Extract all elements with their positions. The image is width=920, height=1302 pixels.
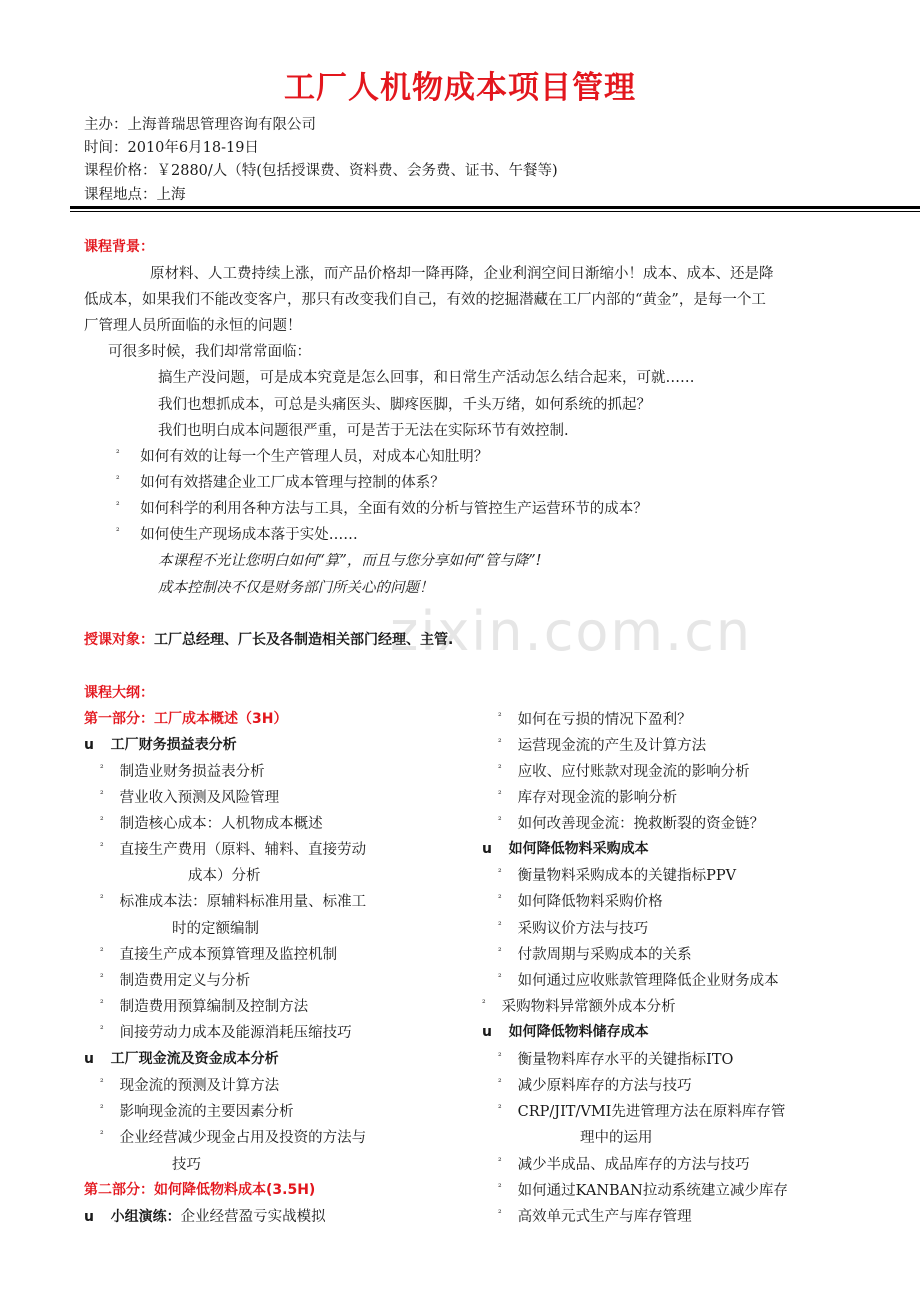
outline-item <box>498 734 706 755</box>
bullet-icon: ² <box>100 1130 104 1140</box>
part2-title: 第二部分：如何降低物料成本(3.5H) <box>84 1182 316 1198</box>
outline-item-text: 衡量物料库存水平的关键指标ITO <box>517 1052 734 1068</box>
outline-item <box>100 890 366 911</box>
outline-item <box>100 969 250 990</box>
audience <box>84 629 453 649</box>
outline-heading: 课程大纲： <box>84 685 154 701</box>
bullet-icon: ² <box>498 894 502 904</box>
section-title <box>84 1048 279 1068</box>
question-item <box>116 497 648 518</box>
u-bullet-icon: u <box>482 1024 492 1040</box>
outline-item <box>100 995 308 1016</box>
bullet-icon: ² <box>100 973 104 983</box>
section-title-text: 如何降低物料采购成本 <box>508 841 649 857</box>
outline-item-continuation: 时的定额编制 <box>172 921 259 937</box>
outline-item <box>100 1021 352 1042</box>
drill-line <box>84 1205 326 1226</box>
outline-item-text: 企业经营减少现金占用及投资的方法与 <box>119 1130 367 1146</box>
outline-item-text: 库存对现金流的影响分析 <box>517 790 678 806</box>
drill-label: 小组演练： <box>110 1209 181 1225</box>
outline-item-text: 如何改善现金流：挽救断裂的资金链？ <box>517 816 765 832</box>
bullet-icon: ² <box>498 1052 502 1062</box>
bullet-icon: ² <box>498 1078 502 1088</box>
bullet-icon: ² <box>100 842 104 852</box>
u-bullet-icon: u <box>84 1209 94 1225</box>
section-title-text: 工厂现金流及资金成本分析 <box>110 1051 279 1067</box>
outline-item-text: 衡量物料采购成本的关键指标PPV <box>517 868 737 884</box>
bullet-icon: ² <box>100 1104 104 1114</box>
bullet-icon: ² <box>498 790 502 800</box>
outline-item-text: 应收、应付账款对现金流的影响分析 <box>517 764 750 780</box>
question-item <box>116 445 488 466</box>
face-line: 搞生产没问题，可是成本究竟是怎么回事，和日常生产活动怎么结合起来，可就…… <box>158 370 695 386</box>
header-rule-thin <box>70 211 920 212</box>
outline-item-text: 现金流的预测及计算方法 <box>119 1078 280 1094</box>
outline-item-text: 采购物料异常额外成本分析 <box>501 999 676 1015</box>
bullet-icon: ² <box>100 999 104 1009</box>
section-title-text: 如何降低物料储存成本 <box>508 1024 649 1040</box>
section-title <box>84 734 237 754</box>
outline-item <box>100 1100 294 1121</box>
outline-item <box>498 812 764 833</box>
outline-item-text: 制造费用预算编制及控制方法 <box>119 999 309 1015</box>
bullet-icon: ² <box>116 449 120 459</box>
question-text: 如何有效搭建企业工厂成本管理与控制的体系？ <box>140 475 445 491</box>
bullet-icon: ² <box>498 816 502 826</box>
outline-item-text: 如何通过应收账款管理降低企业财务成本 <box>517 973 779 989</box>
bullet-icon: ² <box>498 1183 502 1193</box>
outline-item-text: 如何降低物料采购价格 <box>517 894 663 910</box>
outline-item <box>498 890 663 911</box>
bullet-icon: ² <box>498 921 502 931</box>
outline-item-continuation: 技巧 <box>172 1157 201 1173</box>
outline-item-text: 如何通过KANBAN拉动系统建立减少库存 <box>517 1183 788 1199</box>
outline-item-text: 影响现金流的主要因素分析 <box>119 1104 294 1120</box>
info-price: 课程价格：￥2880/人（特(包括授课费、资料费、会务费、证书、午餐等) <box>84 163 558 179</box>
bullet-icon: ² <box>100 764 104 774</box>
u-bullet-icon: u <box>482 841 492 857</box>
bullet-icon: ² <box>498 1209 502 1219</box>
outline-item-text: 直接生产费用（原料、辅料、直接劳动 <box>119 842 367 858</box>
outline-item-text: 制造业财务损益表分析 <box>119 764 265 780</box>
bullet-icon: ² <box>498 868 502 878</box>
bullet-icon: ² <box>116 475 120 485</box>
outline-item-text: 减少半成品、成品库存的方法与技巧 <box>517 1157 750 1173</box>
question-text: 如何使生产现场成本落于实处…… <box>140 527 358 543</box>
question-text: 如何有效的让每一个生产管理人员，对成本心知肚明？ <box>140 449 489 465</box>
outline-item-text: 营业收入预测及风险管理 <box>119 790 280 806</box>
u-bullet-icon: u <box>84 737 94 753</box>
bullet-icon: ² <box>100 894 104 904</box>
page-title: 工厂人机物成本项目管理 <box>284 70 636 106</box>
section-title <box>482 1021 649 1041</box>
outline-item-text: 采购议价方法与技巧 <box>517 921 649 937</box>
italic-line: 成本控制决不仅是财务部门所关心的问题！ <box>158 580 434 596</box>
bullet-icon: ² <box>498 947 502 957</box>
bullet-icon: ² <box>498 1104 502 1114</box>
bullet-icon: ² <box>116 501 120 511</box>
outline-item <box>498 1100 785 1121</box>
question-item <box>116 471 445 492</box>
background-often: 可很多时候，我们却常常面临： <box>108 344 311 360</box>
outline-item-text: 直接生产成本预算管理及监控机制 <box>119 947 338 963</box>
outline-item-text: 制造核心成本：人机物成本概述 <box>119 816 323 832</box>
bullet-icon: ² <box>100 1025 104 1035</box>
outline-item <box>100 1126 366 1147</box>
background-para-line: 低成本，如果我们不能改变客户，那只有改变我们自己，有效的挖掘潜藏在工厂内部的“黄金”，是每一个工 <box>84 292 766 308</box>
outline-item <box>498 1153 750 1174</box>
background-para-line: 厂管理人员所面临的永恒的问题！ <box>84 318 302 334</box>
background-para-line: 原材料、人工费持续上涨，而产品价格却一降再降，企业利润空间日渐缩小！成本、成本、还是降 <box>150 266 774 282</box>
question-item <box>116 523 358 544</box>
outline-item-text: 运营现金流的产生及计算方法 <box>517 738 707 754</box>
outline-item <box>498 917 648 938</box>
drill-text: 企业经营盈亏实战模拟 <box>180 1209 326 1225</box>
section-title-text: 工厂财务损益表分析 <box>110 737 237 753</box>
bullet-icon: ² <box>100 790 104 800</box>
outline-item <box>498 708 692 729</box>
outline-item-text: 高效单元式生产与库存管理 <box>517 1209 692 1225</box>
outline-item <box>498 1179 788 1200</box>
outline-item <box>100 838 366 859</box>
outline-item <box>498 1205 692 1226</box>
outline-item <box>100 812 323 833</box>
outline-item <box>498 864 736 885</box>
audience-label: 授课对象： <box>84 632 154 648</box>
background-heading: 课程背景： <box>84 239 154 255</box>
outline-item <box>498 786 677 807</box>
outline-item-text: 如何在亏损的情况下盈利？ <box>517 712 692 728</box>
outline-item-text: 付款周期与采购成本的关系 <box>517 947 692 963</box>
outline-item <box>498 1074 692 1095</box>
bullet-icon: ² <box>100 1078 104 1088</box>
info-location: 课程地点：上海 <box>84 187 186 203</box>
outline-item-continuation: 理中的运用 <box>580 1130 653 1146</box>
bullet-icon: ² <box>498 973 502 983</box>
u-bullet-icon: u <box>84 1051 94 1067</box>
bullet-icon: ² <box>498 738 502 748</box>
bullet-icon: ² <box>116 527 120 537</box>
outline-item <box>498 943 692 964</box>
outline-item <box>498 1048 733 1069</box>
info-organizer: 主办：上海普瑞思管理咨询有限公司 <box>84 117 316 133</box>
outline-item <box>100 943 337 964</box>
face-line: 我们也明白成本问题很严重，可是苦于无法在实际环节有效控制. <box>158 423 569 439</box>
bullet-icon: ² <box>498 1157 502 1167</box>
outline-item <box>100 760 265 781</box>
bullet-icon: ² <box>498 712 502 722</box>
bullet-icon: ² <box>498 764 502 774</box>
outline-item <box>498 969 779 990</box>
outline-item-continuation: 成本）分析 <box>188 868 261 884</box>
italic-line: 本课程不光让您明白如何“算”，而且与您分享如何“管与降”! <box>158 553 542 569</box>
section-title <box>482 838 649 858</box>
part1-title: 第一部分：工厂成本概述（3H） <box>84 711 288 727</box>
watermark: zixin.com.cn <box>390 600 753 663</box>
outline-item <box>100 786 279 807</box>
outline-item-text: 制造费用定义与分析 <box>119 973 251 989</box>
outline-item-text: 减少原料库存的方法与技巧 <box>517 1078 692 1094</box>
outline-item <box>100 1074 279 1095</box>
audience-text: 工厂总经理、厂长及各制造相关部门经理、主管. <box>154 632 454 648</box>
info-time: 时间：2010年6月18-19日 <box>84 140 259 156</box>
outline-item <box>498 760 750 781</box>
bullet-icon: ² <box>100 947 104 957</box>
outline-item <box>482 995 676 1016</box>
header-rule-thick <box>70 206 920 209</box>
question-text: 如何科学的利用各种方法与工具，全面有效的分析与管控生产运营环节的成本？ <box>140 501 648 517</box>
outline-item-text: 间接劳动力成本及能源消耗压缩技巧 <box>119 1025 352 1041</box>
outline-item-text: CRP/JIT/VMI先进管理方法在原料库存管 <box>517 1104 786 1120</box>
bullet-icon: ² <box>100 816 104 826</box>
outline-item-text: 标准成本法：原辅料标准用量、标准工 <box>119 894 367 910</box>
bullet-icon: ² <box>482 999 486 1009</box>
face-line: 我们也想抓成本，可总是头痛医头、脚疼医脚，千头万绪，如何系统的抓起？ <box>158 397 651 413</box>
